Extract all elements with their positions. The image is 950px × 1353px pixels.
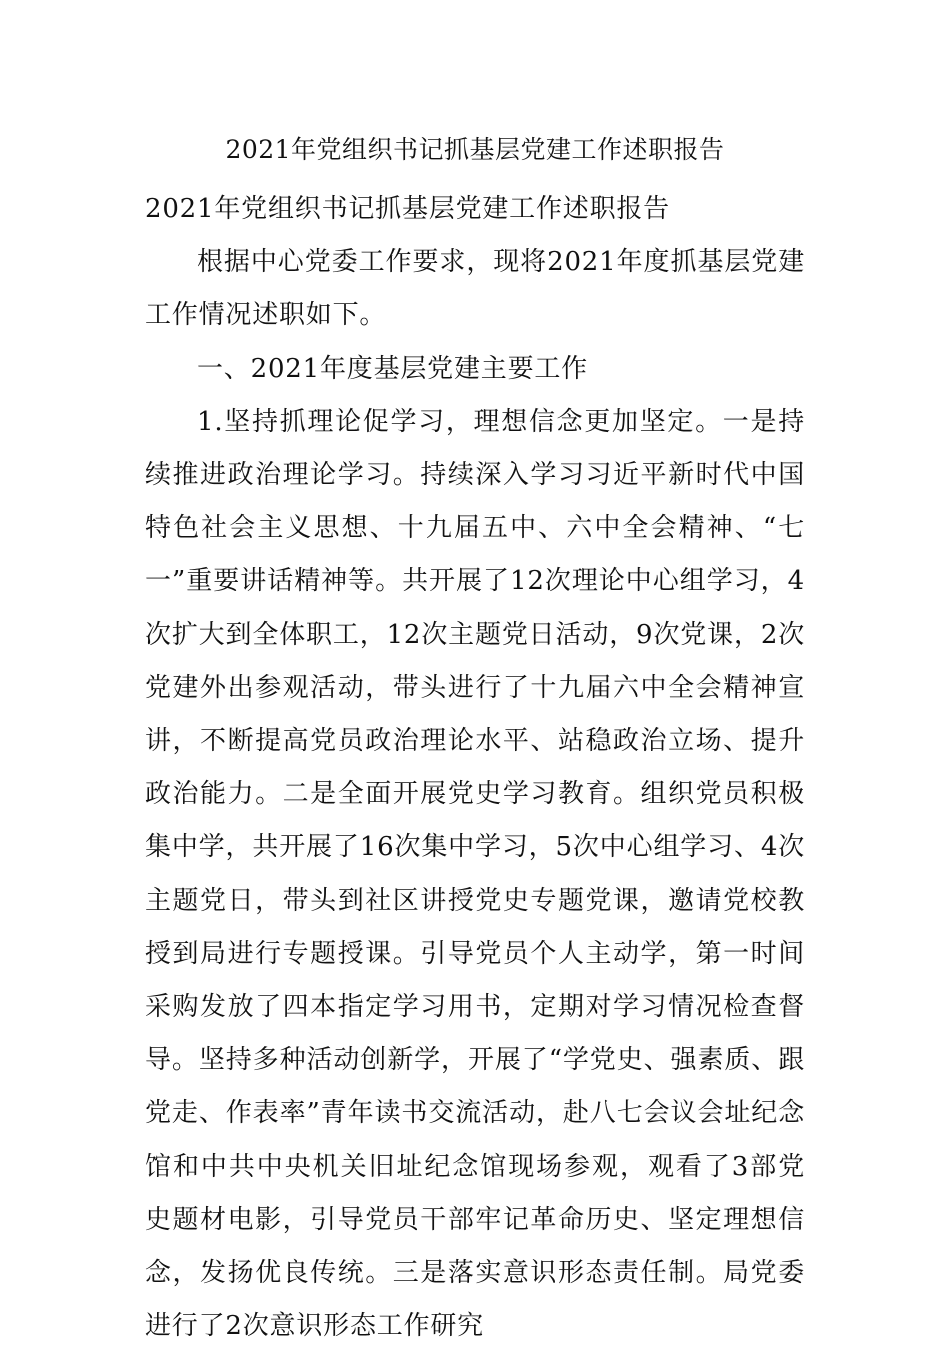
section-heading: 一、2021年度基层党建主要工作: [197, 353, 588, 384]
document-body: [145, 183, 805, 1353]
body-paragraph: 1.坚持抓理论促学习，理想信念更加坚定。一是持续推进政治理论学习。持续深入学习习近平新时代中国特色社会主义思想、十九届五中、六中全会精神、“七一”重要讲话精神等。共开展了12次理论中心组学习，4次扩大到全体职工，12次主题党日活动，9次党课，2次党建外出参观活动，带头进行了十九届六中全会精神宣讲，不断提高党员政治理论水平、站稳政治立场、提升政治能力。二是全面开展党史学习教育。组织党员积极集中学，共开展了16次集中学习，5次中心组学习、4次主题党日，带头到社区讲授党史专题党课，邀请党校教授到局进行专题授课。引导党员个人主动学，第一时间采购发放了四本指定学习用书，定期对学习情况检查督导。坚持多种活动创新学，开展了“学党史、强素质、跟党走、作表率”青年读书交流活动，赴八七会议会址纪念馆和中共中央机关旧址纪念馆现场参观，观看了3部党史题材电影，引导党员干部牢记革命历史、坚定理想信念，发扬优良传统。三是落实意识形态责任制。局党委进行了2次意识形态工作研究: [145, 406, 805, 1342]
document-title: 2021年党组织书记抓基层党建工作述职报告: [225, 135, 725, 164]
intro-paragraph: 根据中心党委工作要求，现将2021年度抓基层党建工作情况述职如下。: [145, 247, 805, 331]
document-subtitle: 2021年党组织书记抓基层党建工作述职报告: [145, 194, 670, 224]
